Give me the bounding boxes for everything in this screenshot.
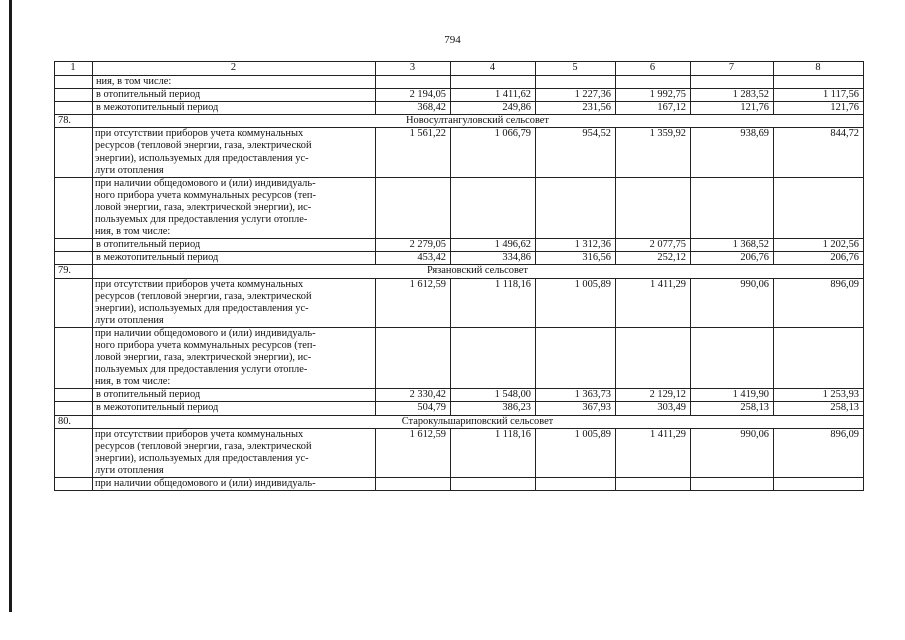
- index-cell: [55, 76, 93, 89]
- column-header: 8: [774, 62, 864, 76]
- value-cell: 1 411,29: [616, 428, 691, 477]
- value-cell: 249,86: [451, 102, 536, 115]
- column-header: 1: [55, 62, 93, 76]
- index-cell: [55, 89, 93, 102]
- description-line: энергии), используемых для предоставления ус-: [95, 152, 309, 164]
- column-header: 4: [451, 62, 536, 76]
- description-line: ресурсов (тепловой энергии, газа, электрической: [95, 290, 312, 302]
- empty-cell: [774, 76, 864, 89]
- value-cell: 938,69: [691, 128, 774, 177]
- scan-edge-bar: [9, 0, 12, 612]
- description-line: ния, в том числе:: [95, 376, 171, 388]
- empty-cell: [774, 478, 864, 491]
- empty-cell: [691, 76, 774, 89]
- value-cell: 386,23: [451, 402, 536, 415]
- no-meter-row: [55, 428, 864, 477]
- description-line: ресурсов (тепловой энергии, газа, электрической: [95, 140, 312, 152]
- value-cell: 954,52: [536, 128, 616, 177]
- index-cell: [55, 252, 93, 265]
- column-header-row: [55, 62, 864, 76]
- off-heating-period-row: [55, 402, 864, 415]
- empty-cell: [691, 327, 774, 388]
- description-line: при отсутствии приборов учета коммунальных: [95, 278, 304, 290]
- value-cell: 1 005,89: [536, 278, 616, 327]
- heating-period-row: [55, 89, 864, 102]
- index-cell: [55, 102, 93, 115]
- value-cell: 1 005,89: [536, 428, 616, 477]
- value-cell: 1 992,75: [616, 89, 691, 102]
- index-cell: [55, 428, 93, 477]
- meter-row: [55, 478, 864, 491]
- value-cell: 1 118,16: [451, 278, 536, 327]
- value-cell: 896,09: [774, 428, 864, 477]
- empty-cell: [616, 327, 691, 388]
- value-cell: 1 312,36: [536, 239, 616, 252]
- section-title-row: [55, 265, 864, 278]
- value-cell: 1 411,62: [451, 89, 536, 102]
- value-cell: 1 419,90: [691, 389, 774, 402]
- value-cell: 121,76: [691, 102, 774, 115]
- value-cell: 1 117,56: [774, 89, 864, 102]
- no-meter-description: [93, 278, 376, 327]
- description-line: луги отопления: [95, 164, 164, 176]
- no-meter-description: [93, 128, 376, 177]
- page-number: 794: [444, 34, 461, 46]
- value-cell: 1 612,59: [376, 428, 451, 477]
- value-cell: 206,76: [691, 252, 774, 265]
- value-cell: 1 496,62: [451, 239, 536, 252]
- index-cell: [55, 128, 93, 177]
- description-line: пользуемых для предоставления услуги отопле-: [95, 364, 308, 376]
- value-cell: 334,86: [451, 252, 536, 265]
- period-label: в отопительный период: [93, 389, 376, 402]
- description-line: при наличии общедомового и (или) индивидуаль-: [95, 327, 316, 339]
- value-cell: 1 066,79: [451, 128, 536, 177]
- empty-cell: [451, 177, 536, 238]
- empty-cell: [376, 177, 451, 238]
- empty-cell: [616, 76, 691, 89]
- column-header: 5: [536, 62, 616, 76]
- value-cell: 1 561,22: [376, 128, 451, 177]
- column-header: 3: [376, 62, 451, 76]
- no-meter-row: [55, 128, 864, 177]
- section-title-row: [55, 415, 864, 428]
- description-line: ного прибора учета коммунальных ресурсов (теп-: [95, 189, 316, 201]
- description-line: луги отопления: [95, 314, 164, 326]
- value-cell: 1 359,92: [616, 128, 691, 177]
- meter-row: [55, 177, 864, 238]
- value-cell: 2 129,12: [616, 389, 691, 402]
- heating-period-row: [55, 389, 864, 402]
- description-line: при наличии общедомового и (или) индивидуаль-: [95, 177, 316, 189]
- tariff-table: [54, 61, 864, 491]
- empty-cell: [616, 478, 691, 491]
- value-cell: 258,13: [774, 402, 864, 415]
- value-cell: 231,56: [536, 102, 616, 115]
- description-line: при наличии общедомового и (или) индивидуаль-: [95, 478, 316, 489]
- section-title: Рязановский сельсовет: [93, 265, 864, 278]
- value-cell: 1 253,93: [774, 389, 864, 402]
- value-cell: 258,13: [691, 402, 774, 415]
- description-line: при отсутствии приборов учета коммунальных: [95, 128, 304, 140]
- value-cell: 1 202,56: [774, 239, 864, 252]
- value-cell: 896,09: [774, 278, 864, 327]
- empty-cell: [774, 177, 864, 238]
- off-heating-period-row: [55, 102, 864, 115]
- empty-cell: [451, 76, 536, 89]
- continuation-row: [55, 76, 864, 89]
- value-cell: 167,12: [616, 102, 691, 115]
- period-label: в отопительный период: [93, 239, 376, 252]
- section-index: 79.: [55, 265, 93, 278]
- period-label: в межотопительный период: [93, 102, 376, 115]
- description-line: луги отопления: [95, 464, 164, 476]
- empty-cell: [536, 327, 616, 388]
- value-cell: 453,42: [376, 252, 451, 265]
- period-label: в межотопительный период: [93, 252, 376, 265]
- period-label: в межотопительный период: [93, 402, 376, 415]
- section-title: Новосултангуловский сельсовет: [93, 115, 864, 128]
- continuation-label: ния, в том числе:: [93, 76, 376, 89]
- value-cell: 990,06: [691, 278, 774, 327]
- value-cell: 2 279,05: [376, 239, 451, 252]
- index-cell: [55, 389, 93, 402]
- value-cell: 367,93: [536, 402, 616, 415]
- column-header: 6: [616, 62, 691, 76]
- description-line: энергии), используемых для предоставления ус-: [95, 302, 309, 314]
- meter-row: [55, 327, 864, 388]
- description-line: ного прибора учета коммунальных ресурсов (теп-: [95, 339, 316, 351]
- value-cell: 303,49: [616, 402, 691, 415]
- value-cell: 206,76: [774, 252, 864, 265]
- no-meter-row: [55, 278, 864, 327]
- heating-period-row: [55, 239, 864, 252]
- index-cell: [55, 177, 93, 238]
- empty-cell: [376, 478, 451, 491]
- index-cell: [55, 278, 93, 327]
- description-line: пользуемых для предоставления услуги отопле-: [95, 214, 308, 226]
- value-cell: 2 330,42: [376, 389, 451, 402]
- index-cell: [55, 327, 93, 388]
- meter-description: [93, 327, 376, 388]
- meter-description: [93, 177, 376, 238]
- no-meter-description: [93, 428, 376, 477]
- section-title: Старокульшариповский сельсовет: [93, 415, 864, 428]
- index-cell: [55, 478, 93, 491]
- empty-cell: [536, 76, 616, 89]
- empty-cell: [376, 327, 451, 388]
- description-line: ловой энергии, газа, электрической энергии), ис-: [95, 352, 312, 364]
- column-header: 7: [691, 62, 774, 76]
- value-cell: 2 077,75: [616, 239, 691, 252]
- value-cell: 1 368,52: [691, 239, 774, 252]
- description-line: при отсутствии приборов учета коммунальных: [95, 428, 304, 440]
- empty-cell: [691, 478, 774, 491]
- empty-cell: [774, 327, 864, 388]
- value-cell: 844,72: [774, 128, 864, 177]
- description-line: ресурсов (тепловой энергии, газа, электрической: [95, 440, 312, 452]
- empty-cell: [451, 327, 536, 388]
- off-heating-period-row: [55, 252, 864, 265]
- description-line: ловой энергии, газа, электрической энергии), ис-: [95, 201, 312, 213]
- value-cell: 1 283,52: [691, 89, 774, 102]
- value-cell: 1 411,29: [616, 278, 691, 327]
- description-line: энергии), используемых для предоставления ус-: [95, 452, 309, 464]
- value-cell: 1 548,00: [451, 389, 536, 402]
- column-header: 2: [93, 62, 376, 76]
- value-cell: 1 227,36: [536, 89, 616, 102]
- empty-cell: [616, 177, 691, 238]
- value-cell: 2 194,05: [376, 89, 451, 102]
- index-cell: [55, 402, 93, 415]
- value-cell: 504,79: [376, 402, 451, 415]
- section-index: 80.: [55, 415, 93, 428]
- value-cell: 121,76: [774, 102, 864, 115]
- section-title-row: [55, 115, 864, 128]
- value-cell: 368,42: [376, 102, 451, 115]
- empty-cell: [536, 177, 616, 238]
- value-cell: 316,56: [536, 252, 616, 265]
- index-cell: [55, 239, 93, 252]
- empty-cell: [451, 478, 536, 491]
- empty-cell: [376, 76, 451, 89]
- meter-description: [93, 478, 376, 491]
- value-cell: 1 612,59: [376, 278, 451, 327]
- value-cell: 252,12: [616, 252, 691, 265]
- value-cell: 1 118,16: [451, 428, 536, 477]
- description-line: ния, в том числе:: [95, 226, 171, 238]
- value-cell: 1 363,73: [536, 389, 616, 402]
- section-index: 78.: [55, 115, 93, 128]
- empty-cell: [691, 177, 774, 238]
- empty-cell: [536, 478, 616, 491]
- period-label: в отопительный период: [93, 89, 376, 102]
- value-cell: 990,06: [691, 428, 774, 477]
